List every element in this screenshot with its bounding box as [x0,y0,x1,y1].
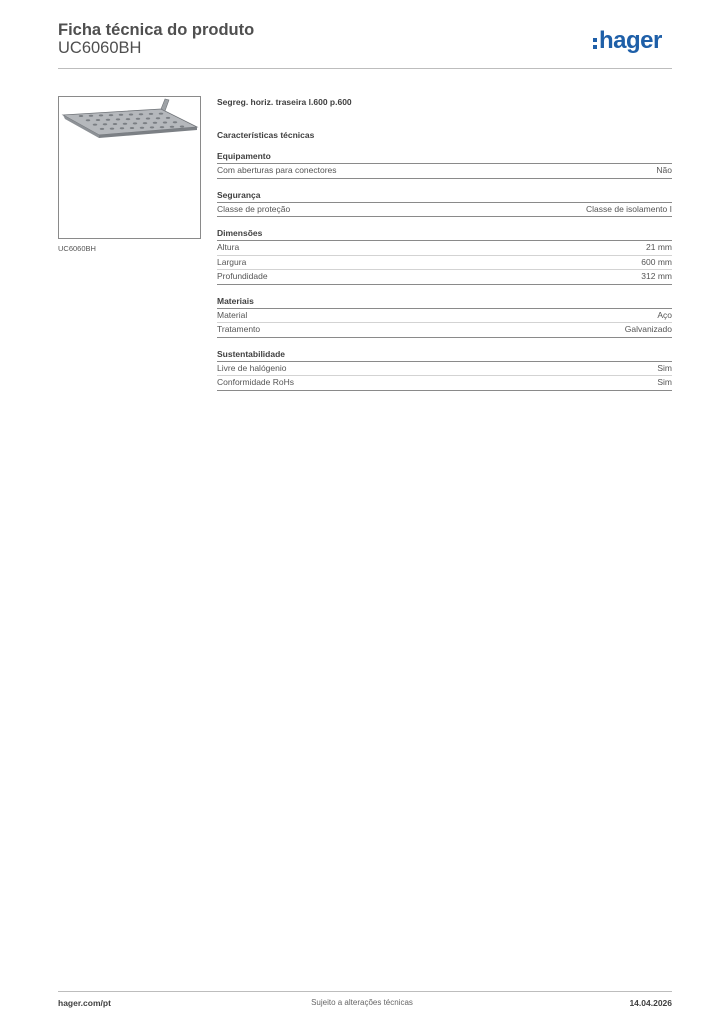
spec-row [217,203,672,218]
spec-label: Altura [217,242,240,252]
logo-dots-icon [593,38,597,49]
spec-value: Sim [657,377,672,387]
group-title: Segurança [217,179,672,203]
group-title: Dimensões [217,217,672,241]
spec-label: Classe de proteção [217,203,291,214]
spec-row [217,241,672,256]
group-title: Sustentabilidade [217,338,672,362]
spec-group [217,179,672,218]
spec-content [217,96,672,391]
spec-group [217,338,672,391]
spec-label: Tratamento [217,324,261,334]
spec-value: Não [656,165,672,175]
hager-logo [593,27,662,55]
page-title: Ficha técnica do produto [58,21,255,39]
spec-row [217,309,672,324]
group-title: Equipamento [217,144,672,164]
spec-value: Galvanizado [624,324,672,334]
footer-divider [58,991,672,992]
footer-website[interactable]: hager.com/pt [58,998,111,1008]
spec-group [217,285,672,338]
spec-value: 21 mm [646,242,672,252]
spec-label: Largura [217,256,247,267]
section-title: Características técnicas [217,130,315,140]
footer-disclaimer: Sujeito a alterações técnicas [311,998,413,1007]
spec-label: Profundidade [217,271,268,281]
footer-date: 14.04.2026 [629,998,672,1008]
spec-label: Com aberturas para conectores [217,165,337,175]
spec-row [217,256,672,271]
spec-row [217,362,672,377]
spec-row [217,164,672,179]
spec-value: Classe de isolamento I [586,203,672,214]
spec-label: Material [217,309,248,320]
product-name: Segreg. horiz. traseira l.600 p.600 [217,97,352,107]
spec-group [217,217,672,285]
spec-group [217,144,672,179]
spec-value: 600 mm [641,256,672,267]
spec-value: Sim [657,362,672,373]
spec-row [217,376,672,391]
product-image [58,96,201,239]
spec-row [217,270,672,285]
spec-row [217,323,672,338]
product-code-heading: UC6060BH [58,39,142,57]
spec-groups [217,144,672,391]
spec-value: 312 mm [641,271,672,281]
spec-label: Livre de halógenio [217,362,287,373]
header-divider [58,68,672,69]
spec-label: Conformidade RoHs [217,377,295,387]
perforated-shelf-image [59,97,200,238]
group-title: Materiais [217,285,672,309]
spec-value: Aço [657,309,672,320]
logo-text: hager [599,27,662,54]
image-caption: UC6060BH [58,244,96,253]
